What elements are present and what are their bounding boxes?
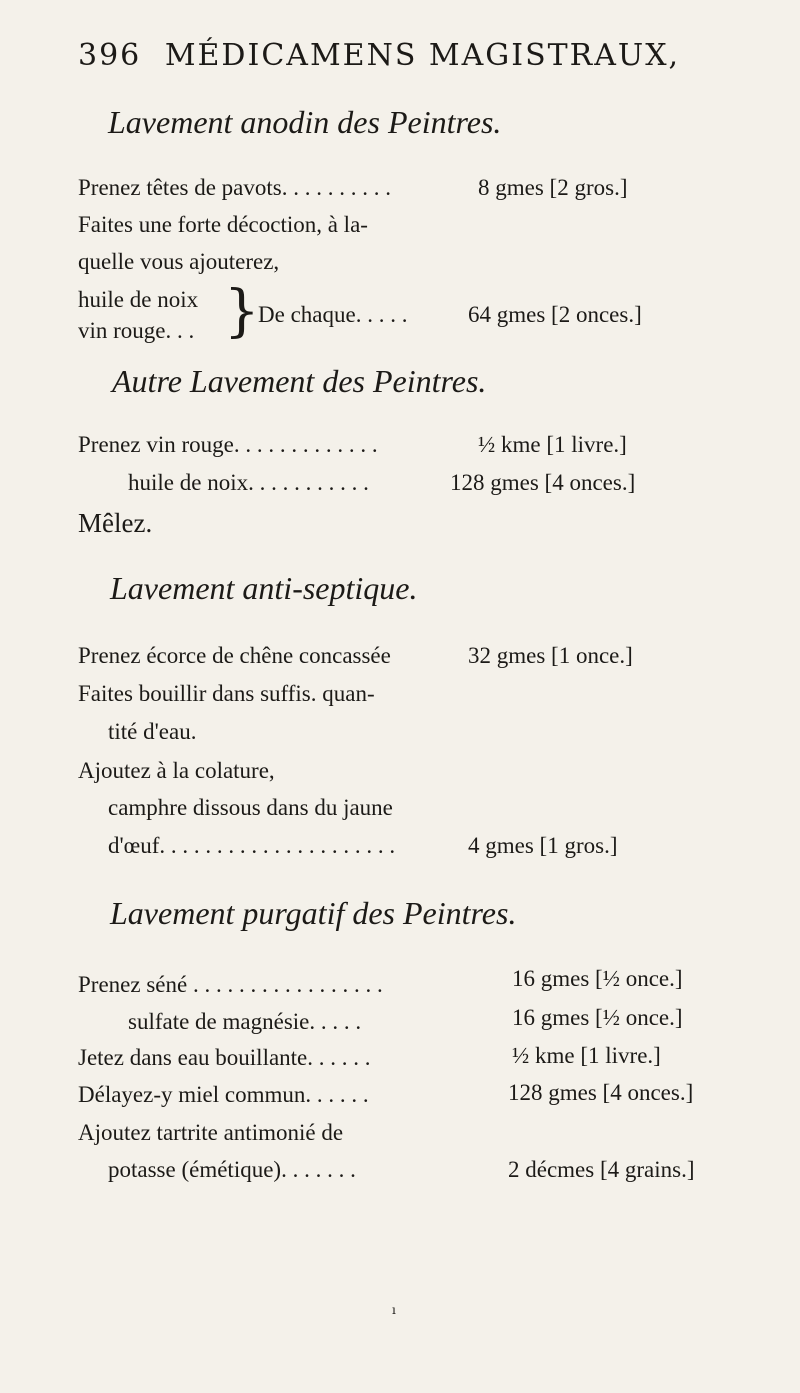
brace-icon: } xyxy=(224,279,260,344)
recipe-line: Délayez-y miel commun. . . . . . xyxy=(78,1082,369,1107)
dose: 2 décmes [4 grains.] xyxy=(508,1157,695,1182)
dose: 8 gmes [2 gros.] xyxy=(478,175,628,200)
recipe-line: Faites bouillir dans suffis. quan- xyxy=(78,681,375,706)
recipe-line: potasse (émétique). . . . . . . xyxy=(108,1157,356,1182)
page-number: 396 xyxy=(78,38,142,73)
recipe-line: sulfate de magnésie. . . . . xyxy=(128,1009,362,1034)
recipe-line: d'œuf. . . . . . . . . . . . . . . . . . . . . xyxy=(108,833,396,858)
dose: 4 gmes [1 gros.] xyxy=(468,833,618,858)
recipe-line: Prenez écorce de chêne concassée xyxy=(78,643,391,668)
recipe-line: quelle vous ajouterez, xyxy=(78,249,280,274)
section-title: Autre Lavement des Peintres. xyxy=(112,363,487,399)
dose: 16 gmes [½ once.] xyxy=(512,966,683,991)
recipe-line: Prenez têtes de pavots. . . . . . . . . . xyxy=(78,175,391,200)
section-title: Lavement anodin des Peintres. xyxy=(108,104,502,140)
page-header xyxy=(78,38,680,73)
recipe-line: vin rouge. . . xyxy=(78,318,195,343)
recipe-line: Ajoutez à la colature, xyxy=(78,758,275,783)
dose: ½ kme [1 livre.] xyxy=(512,1043,661,1068)
dose: 64 gmes [2 onces.] xyxy=(468,302,642,327)
running-title: MÉDICAMENS MAGISTRAUX, xyxy=(164,38,681,73)
section-title: Lavement purgatif des Peintres. xyxy=(110,895,517,931)
recipe-line: tité d'eau. xyxy=(108,719,197,744)
recipe-line: Ajoutez tartrite antimonié de xyxy=(78,1120,344,1145)
dose: ½ kme [1 livre.] xyxy=(478,432,627,457)
section-title: Lavement anti-septique. xyxy=(110,570,418,606)
recipe-line: Mêlez. xyxy=(78,508,153,538)
recipe-line: camphre dissous dans du jaune xyxy=(108,795,393,820)
recipe-line: Jetez dans eau bouillante. . . . . . xyxy=(78,1045,371,1070)
page-blemish: ı xyxy=(392,1303,396,1317)
recipe-line: Prenez séné . . . . . . . . . . . . . . . . . xyxy=(78,972,383,997)
dose: 128 gmes [4 onces.] xyxy=(508,1080,694,1105)
dose: 16 gmes [½ once.] xyxy=(512,1005,683,1030)
dose: 128 gmes [4 onces.] xyxy=(450,470,636,495)
dose: 32 gmes [1 once.] xyxy=(468,643,633,668)
recipe-line: Prenez vin rouge. . . . . . . . . . . . . xyxy=(78,432,378,457)
recipe-line: huile de noix xyxy=(78,287,199,312)
recipe-line: Faites une forte décoction, à la- xyxy=(78,212,368,237)
recipe-line: huile de noix. . . . . . . . . . . xyxy=(128,470,369,495)
recipe-line: De chaque. . . . . xyxy=(258,302,408,327)
